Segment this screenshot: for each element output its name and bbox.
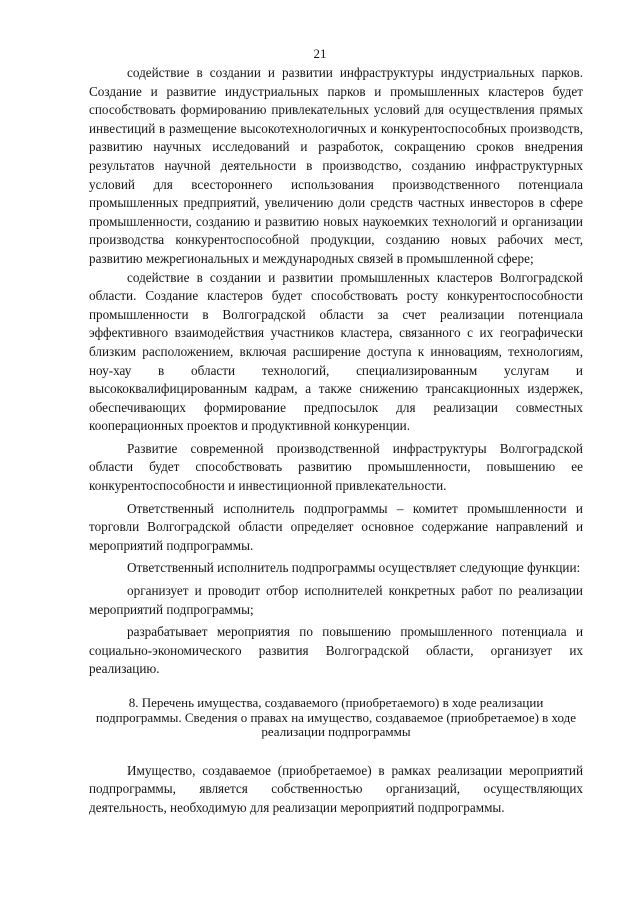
page-number: 21 — [313, 46, 327, 61]
paragraph-executor-functions: Ответственный исполнитель подпрограммы осуществляет следующие функции: — [127, 560, 581, 576]
paragraph-property: Имущество, создаваемое (приобретаемое) в рамках реализации мероприятий подпрограммы, является собственностью организаций, осуществляющих деятельность, необходимую для реализации мероприятий подпрограммы. — [89, 762, 583, 815]
paragraph-function-selection: организует и проводит отбор исполнителей конкретных работ по реализации мероприятий подпрограммы; — [89, 583, 583, 617]
section-heading: 8. Перечень имущества, создаваемого (приобретаемого) в ходе реализации подпрограммы. Сведения о правах на имущество, создаваемое (приобретаемое) в ходе реализации подпрограммы — [95, 695, 577, 739]
paragraph-industrial-clusters: содействие в создании и развитии промышленных кластеров Волгоградской области. Создание кластеров будет способствовать росту конкурентоспособности промышленности в Волгоградской области за счет реализации потенциала эффективного взаимодействия участников кластера, связанного с их географически близким расположением, включая расширение доступа к инновациям, технологиям, ноу-хау в области технологий, специализированным услугам и высококвалифицированным кадрам, а также снижению трансакционных издержек, обеспечивающих формирование предпосылок для реализации совместных кооперационных проектов и продуктивной конкуренции. — [89, 269, 583, 434]
paragraph-industrial-parks: содействие в создании и развитии инфраструктуры индустриальных парков. Создание и развитие индустриальных парков и промышленных кластеров будет способствовать формированию привлекательных условий для осуществления прямых инвестиций в размещение высокотехнологичных и конкурентоспособных производств, развитию научных исследований и разработок, сокращению сроков внедрения результатов научной деятельности в производство, созданию инфраструктурных условий для всестороннего использования производственного потенциала промышленных предприятий, увеличению доли средств частных инвесторов в сфере промышленности, созданию и развитию новых наукоемких технологий и организации производства конкурентоспособной продукции, созданию новых рабочих мест, развитию межрегиональных и международных связей в промышленной сфере; — [89, 65, 583, 266]
paragraph-infrastructure-development: Развитие современной производственной инфраструктуры Волгоградской области будет способствовать развитию промышленности, повышению ее конкурентоспособности и инвестиционной привлекательности. — [89, 440, 583, 494]
page-content — [89, 64, 583, 817]
paragraph-function-development: разрабатывает мероприятия по повышению промышленного потенциала и социально-экономического развития Волгоградской области, организует их реализацию. — [89, 624, 583, 677]
paragraph-responsible-executor: Ответственный исполнитель подпрограммы – комитет промышленности и торговли Волгоградской области определяет основное содержание направлений и мероприятий подпрограммы. — [89, 500, 583, 553]
